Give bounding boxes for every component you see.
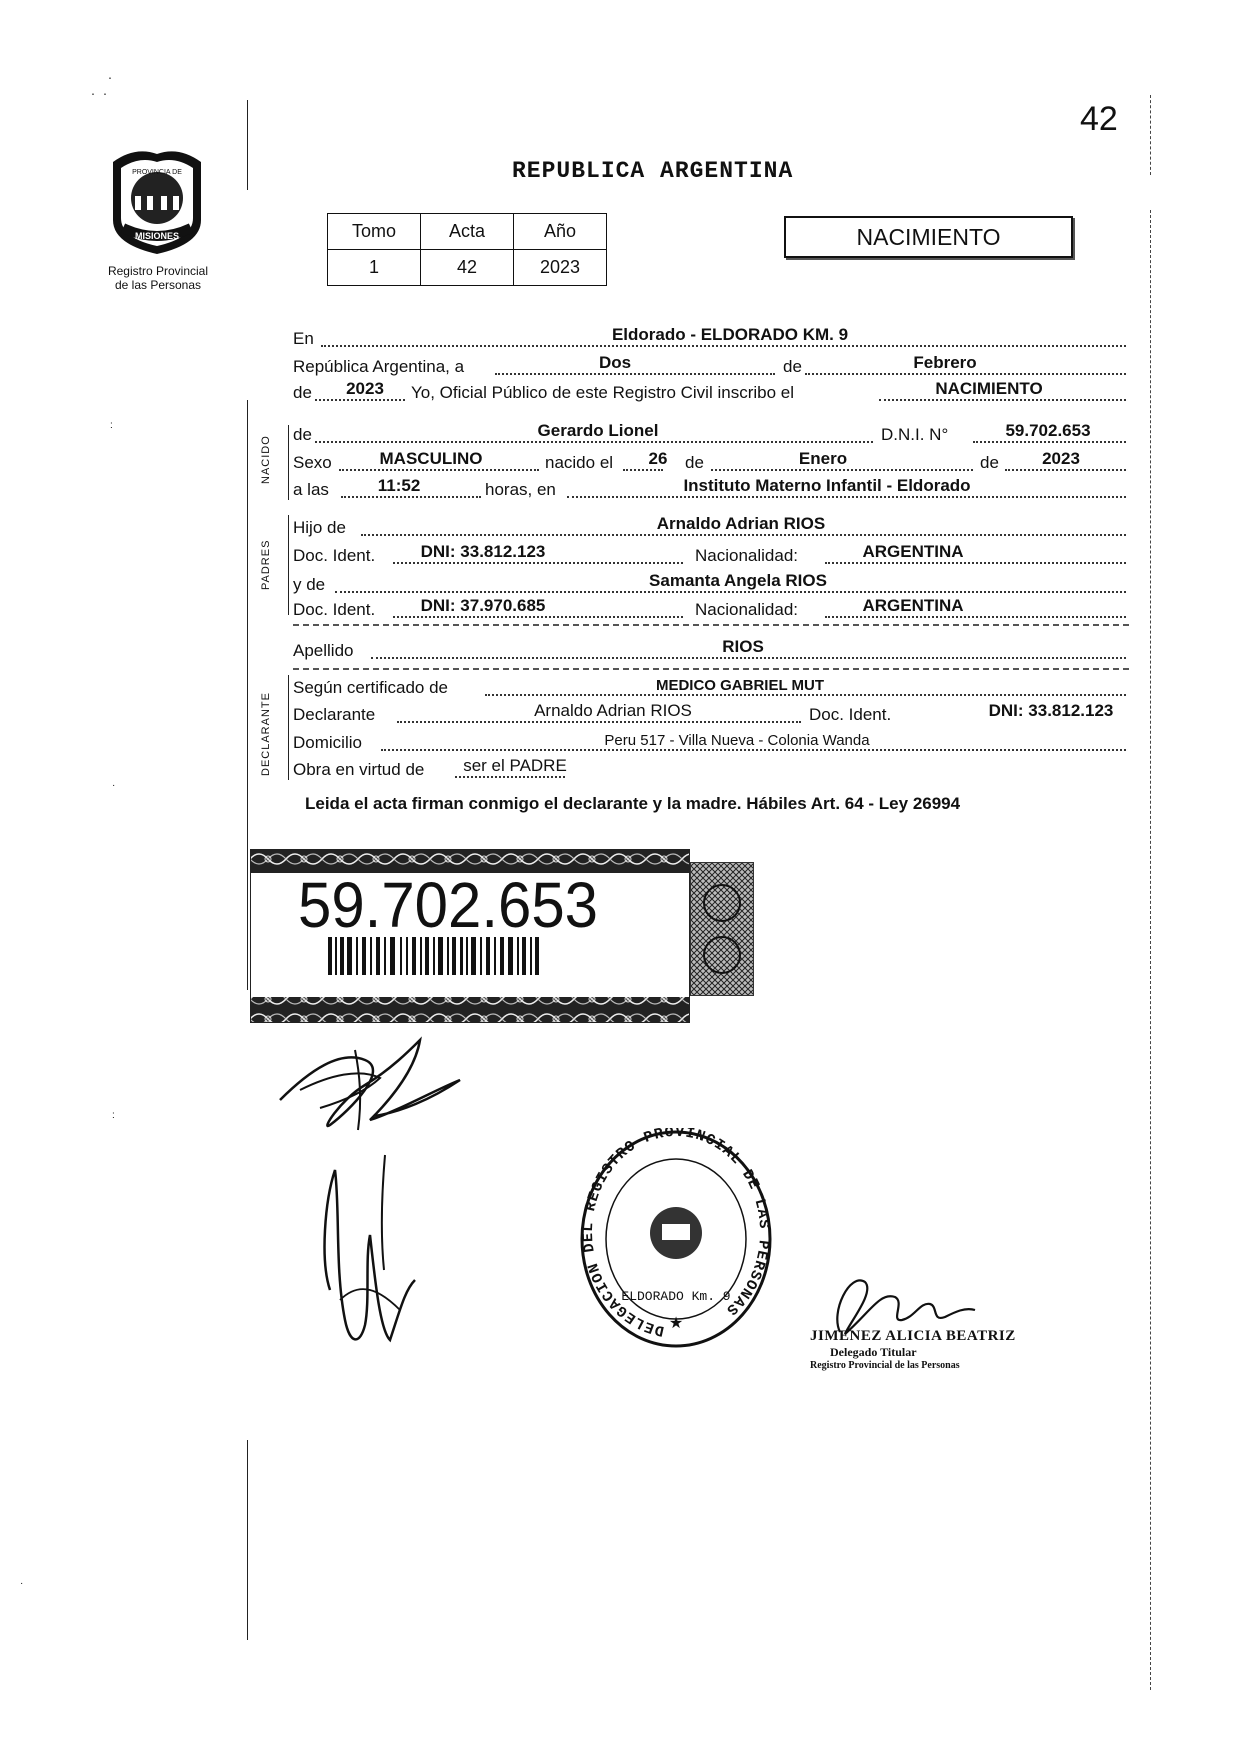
row-mother-name	[293, 571, 1131, 597]
barcode-number: 59.702.653	[298, 869, 598, 941]
label-de: de	[783, 357, 802, 376]
value-birth-day: 26	[648, 449, 668, 468]
value-event: NACIMIENTO	[935, 379, 1043, 398]
logo-caption-line1: Registro Provincial	[107, 264, 209, 278]
dotted-line	[335, 591, 1126, 593]
dotted-line	[973, 441, 1126, 443]
section-bracket	[288, 425, 289, 500]
margin-line	[247, 400, 248, 990]
row-child-name	[293, 421, 1131, 447]
side-label-nacido: NACIDO	[260, 435, 272, 484]
registry-table-values	[328, 250, 607, 286]
row-place	[293, 325, 1131, 351]
label-yo-oficial: Yo, Oficial Público de este Registro Civil inscribo el	[411, 383, 794, 402]
label-segun-certificado: Según certificado de	[293, 678, 448, 697]
margin-line	[247, 100, 248, 190]
value-mother-nationality: ARGENTINA	[862, 596, 964, 615]
row-father-name	[293, 514, 1131, 540]
dotted-line	[455, 776, 565, 778]
official-role: Delegado Titular	[830, 1345, 917, 1359]
row-date	[293, 353, 1131, 379]
label-y-de: y de	[293, 575, 326, 594]
seal-inner-text: ELDORADO Km. 9	[621, 1289, 731, 1304]
header-ano: Año	[514, 214, 607, 250]
dotted-line	[879, 399, 1126, 401]
dotted-line	[393, 562, 683, 564]
dotted-line	[393, 616, 683, 618]
seal-ring-text: DELEGACION DEL REGISTRO PROVINCIAL DE LAS PERSONAS	[579, 1128, 773, 1340]
value-birth-year: 2023	[1042, 449, 1080, 468]
label-sexo: Sexo	[293, 453, 332, 472]
label-de: de	[980, 453, 999, 472]
dotted-line	[381, 749, 1126, 751]
logo-text-top: PROVINCIA DE	[132, 169, 182, 176]
label-doc-ident: Doc. Ident.	[293, 600, 376, 619]
dotted-line	[315, 441, 873, 443]
value-child-name: Gerardo Lionel	[537, 421, 659, 440]
section-divider	[293, 668, 1129, 670]
dotted-line	[321, 345, 1126, 347]
logo-caption	[78, 264, 238, 292]
official-name: JIMENEZ ALICIA BEATRIZ	[810, 1328, 1016, 1344]
registry-table	[327, 213, 607, 286]
label-republica-a: República Argentina, a	[293, 357, 465, 376]
side-label-declarante: DECLARANTE	[260, 692, 272, 776]
registry-round-seal	[578, 1128, 774, 1350]
dotted-line	[341, 496, 481, 498]
label-apellido: Apellido	[293, 641, 354, 660]
label-obra-en-virtud: Obra en virtud de	[293, 760, 425, 779]
header-tomo: Tomo	[328, 214, 421, 250]
signature-mother	[310, 1140, 440, 1370]
dotted-line	[711, 469, 973, 471]
dotted-line	[397, 721, 801, 723]
value-father-name: Arnaldo Adrian RIOS	[656, 514, 826, 533]
logo-text-bottom: MISIONES	[134, 231, 180, 241]
row-sex-birthdate	[293, 449, 1131, 475]
value-birth-month: Enero	[798, 449, 848, 468]
value-birth-place: Instituto Materno Infantil - Eldorado	[683, 476, 971, 495]
row-mother-doc	[293, 596, 1131, 622]
value-acta: 42	[421, 250, 514, 286]
label-horas-en: horas, en	[485, 480, 556, 499]
label-nacionalidad: Nacionalidad:	[695, 546, 799, 565]
header-acta: Acta	[421, 214, 514, 250]
row-surname	[293, 637, 1131, 663]
margin-line	[1150, 210, 1151, 1690]
page-number: 42	[1080, 100, 1118, 138]
label-hijo-de: Hijo de	[293, 518, 346, 537]
value-birth-time: 11:52	[377, 476, 421, 495]
value-certificate-by: MEDICO GABRIEL MUT	[655, 677, 825, 694]
label-de: de	[293, 425, 312, 444]
dotted-line	[495, 373, 775, 375]
dotted-line	[485, 694, 1126, 696]
barcode-sticker	[250, 849, 690, 1023]
document-type-box: NACIMIENTO	[784, 216, 1073, 258]
scan-speck: :	[112, 1110, 115, 1121]
closing-text: Leida el acta firman conmigo el declarante y la madre. Hábiles Art. 64 - Ley 26994	[305, 794, 961, 813]
section-bracket	[288, 675, 289, 780]
country-title: REPUBLICA ARGENTINA	[512, 158, 794, 184]
row-father-doc	[293, 542, 1131, 568]
value-mother-name: Samanta Angela RIOS	[649, 571, 827, 590]
scan-speck: ·	[20, 1578, 24, 1589]
value-address: Peru 517 - Villa Nueva - Colonia Wanda	[604, 732, 870, 749]
scan-speck: :	[110, 420, 113, 431]
security-hologram	[690, 862, 754, 996]
row-address	[293, 729, 1131, 755]
label-nacionalidad: Nacionalidad:	[695, 600, 799, 619]
dotted-line	[623, 469, 663, 471]
dotted-line	[361, 534, 1126, 536]
label-doc-ident: Doc. Ident.	[293, 546, 376, 565]
value-father-doc: DNI: 33.812.123	[420, 542, 546, 561]
margin-line	[247, 1440, 248, 1640]
value-place: Eldorado - ELDORADO KM. 9	[611, 325, 849, 344]
provincial-coat-of-arms-logo	[105, 140, 209, 258]
value-year: 2023	[346, 379, 384, 398]
value-declarant: Arnaldo Adrian RIOS	[534, 701, 692, 720]
value-day: Dos	[598, 353, 632, 372]
label-domicilio: Domicilio	[293, 733, 362, 752]
value-month: Febrero	[913, 353, 977, 372]
value-acting-as: ser el PADRE	[463, 756, 567, 775]
dotted-line	[805, 373, 1126, 375]
registry-table-header	[328, 214, 607, 250]
row-certificate	[293, 674, 1131, 700]
dotted-line	[315, 399, 405, 401]
official-stamp	[810, 1328, 1070, 1371]
label-en: En	[293, 329, 314, 348]
margin-line	[1150, 95, 1151, 175]
scan-speck: · ·	[90, 90, 109, 101]
value-father-nationality: ARGENTINA	[862, 542, 964, 561]
label-doc-ident: Doc. Ident.	[809, 705, 892, 724]
label-nacido-el: nacido el	[545, 453, 614, 472]
seal-star-icon: ★	[668, 1315, 684, 1332]
dotted-line	[1005, 469, 1126, 471]
scan-speck: ·	[112, 780, 116, 791]
scan-speck: ·	[107, 74, 114, 85]
label-dni: D.N.I. N°	[881, 425, 949, 444]
dotted-line	[339, 469, 539, 471]
row-year-event	[293, 379, 1131, 405]
value-declarant-doc: DNI: 33.812.123	[988, 701, 1114, 720]
section-divider	[293, 624, 1129, 626]
label-de: de	[293, 383, 312, 402]
dotted-line	[825, 562, 1126, 564]
value-tomo: 1	[328, 250, 421, 286]
label-de: de	[685, 453, 704, 472]
row-time-place	[293, 476, 1131, 502]
label-declarante: Declarante	[293, 705, 376, 724]
logo-caption-line2: de las Personas	[114, 278, 202, 292]
side-label-padres: PADRES	[260, 539, 272, 590]
value-ano: 2023	[514, 250, 607, 286]
official-office: Registro Provincial de las Personas	[810, 1360, 960, 1371]
dotted-line	[371, 657, 1126, 659]
label-a-las: a las	[293, 480, 329, 499]
value-surname: RIOS	[722, 637, 764, 656]
signature-declarant	[270, 1030, 470, 1140]
dotted-line	[825, 616, 1126, 618]
value-child-dni: 59.702.653	[1005, 421, 1091, 440]
row-acting-as	[293, 756, 1131, 782]
section-bracket	[288, 515, 289, 615]
dotted-line	[567, 496, 1126, 498]
value-mother-doc: DNI: 37.970.685	[420, 596, 546, 615]
value-sex: MASCULINO	[379, 449, 483, 468]
row-declarant	[293, 701, 1131, 727]
